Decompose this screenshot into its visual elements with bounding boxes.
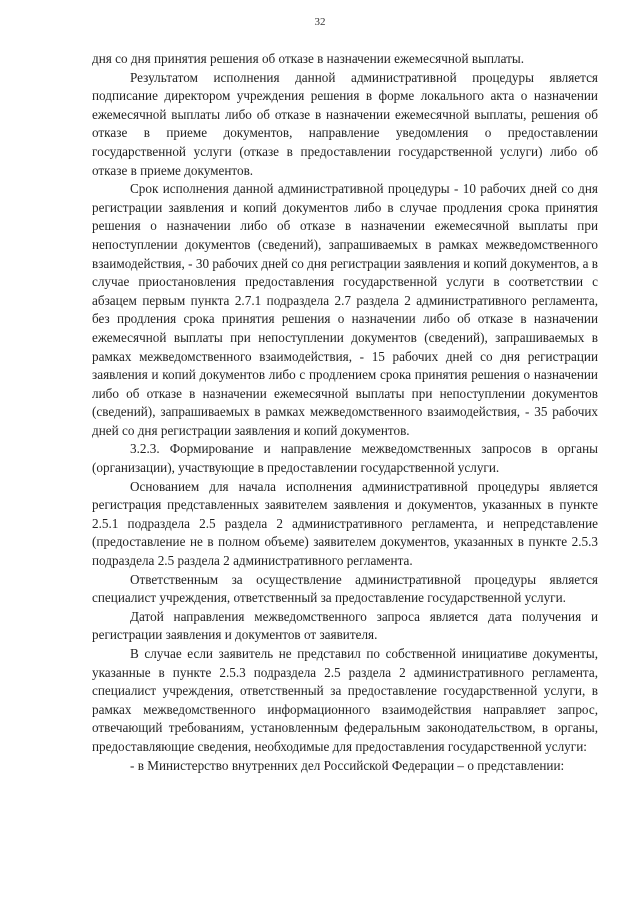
paragraph: Результатом исполнения данной административной процедуры является подписание директором учреждения решения в форме локального акта о назначении ежемесячной выплаты либо об отказе в назначении ежемесячной выплаты, решения об отказе в приеме документов, направление уведомления о предоставлении государственной услуги (отказе в предоставлении государственной услуги) либо об отказе в приеме документов. — [92, 69, 598, 178]
paragraph: Датой направления межведомственного запроса является дата получения и регистрации заявления и документов от заявителя. — [92, 608, 598, 643]
paragraph: дня со дня принятия решения об отказе в назначении ежемесячной выплаты. — [92, 51, 525, 66]
paragraph: Ответственным за осуществление административной процедуры является специалист учреждения, ответственный за предоставление государственной услуги. — [92, 571, 598, 606]
list-item-paragraph: - в Министерство внутренних дел Российской Федерации – о представлении: — [130, 757, 565, 773]
paragraph: Срок исполнения данной административной процедуры - 10 рабочих дней со дня регистрации заявления и копий документов либо в случае продления срока принятия решения о назначении либо об отказе в назначении ежемесячной выплаты при непоступлении документов (сведений), запрашиваемых в рамках межведомственного взаимодействия, - 30 рабочих дней со дня регистрации заявления и копий документов, а в случае приостановления предоставления государственной услуги в соответствии с абзацем первым пункта 2.7.1 подраздела 2.7 раздела 2 административного регламента, без продления срока принятия решения о назначении либо об отказе в назначении ежемесячной выплаты при непоступлении документов (сведений), запрашиваемых в рамках межведомственного взаимодействия, - 15 рабочих дней со дня регистрации заявления и копий документов либо с продлением срока принятия решения о назначении либо об отказе в назначении ежемесячной выплаты при непоступлении документов (сведений), запрашиваемых в рамках межведомственного взаимодействия, - 35 рабочих дней со дня регистрации заявления и копий документов. — [92, 181, 598, 438]
paragraph: В случае если заявитель не представил по собственной инициативе документы, указанные в пункте 2.5.3 подраздела 2.5 раздела 2 административного регламента, специалист учреждения, ответственный за предоставление государственной услуги, в рамках межведомственного информационного взаимодействия направляет запрос, отвечающий требованиям, установленным федеральным законодательством, в органы, предоставляющие сведения, необходимые для предоставления государственной услуги: — [92, 646, 598, 754]
paragraph: Основанием для начала исполнения административной процедуры является регистрация представленных заявителем заявления и документов, указанных в пункте 2.5.1 подраздела 2.5 раздела 2 административного регламента, и непредставление (предоставление не в полном объеме) заявителем документов, указанных в пункте 2.5.3 подраздела 2.5 раздела 2 административного регламента. — [92, 478, 598, 569]
body-text — [92, 50, 598, 775]
page-number: 32 — [314, 16, 326, 28]
section-heading-paragraph: 3.2.3. Формирование и направление межведомственных запросов в органы (организации), участвующие в предоставлении государственной услуги. — [92, 441, 598, 476]
